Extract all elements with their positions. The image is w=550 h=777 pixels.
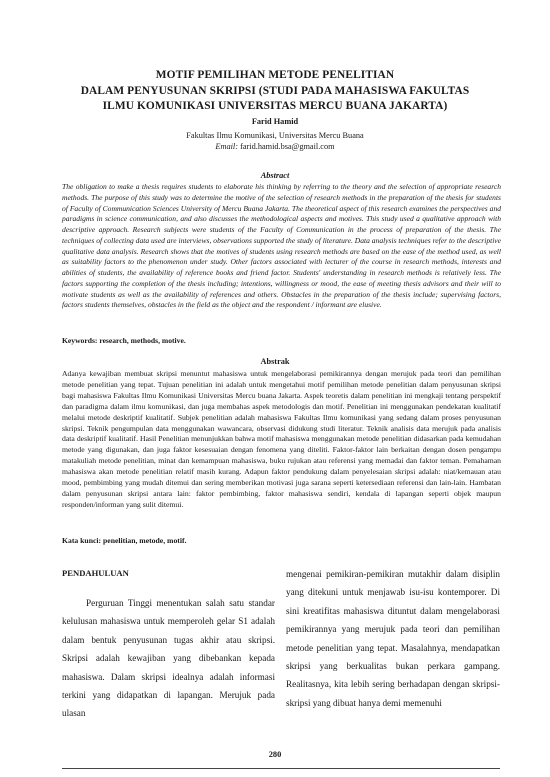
email-address: farid.hamid.bsa@gmail.com [240,142,335,151]
title-line-1: MOTIF PEMILIHAN METODE PENELITIAN [155,69,395,81]
email-label: Email: [215,142,238,151]
body-paragraph-right: mengenai pemikiran-pemikiran mutakhir dalam disiplin yang ditekuni untuk menjawab isu-isu kontemporer. Di sini kreatifitas mahasiswa dituntut dalam mengelaborasi pemikirannya yang merujuk pada teori dan pemilihan metode penelitian yang tepat. Masalahnya, mendapatkan skripsi yang berkualitas bukan perkara gampang. Realitasnya, kita lebih sering berhadapan dengan skripsi-skripsi yang dibuat hanya demi memenuhi [286,569,500,708]
title-line-3: ILMU KOMUNIKASI UNIVERSITAS MERCU BUANA JAKARTA) [102,100,448,112]
abstrak-text: Adanya kewajiban membuat skripsi menuntut mahasiswa untuk mengelaborasi pemikirannya dengan merujuk pada teori dan pemilihan metode penelitian yang tepat. Tujuan penelitian ini adalah untuk mengetahui motif pemilihan metode penelitian dalam penyusunan skripsi bagi mahasiswa Fakultas Ilmu Komunikasi Universitas Mercu buana Jakarta. Aspek teoretis dalam penelitian ini mengkaji tentang perspektif dan paradigma dalam ilmu komunikasi, dan juga membahas aspek metodologis dan motif. Penelitian ini menggunakan pendekatan kualitatif melalui metode deskriptif kualitatif. Subjek penelitian adalah mahasiswa Fakultas Ilmu komunikasi yang sedang dalam proses penyusunan skripsi. Teknik pengumpulan data menggunakan wawancara, observasi didukung studi literatur. Teknik analisis data merujuk pada analisis data deskriptif kualitatif. Hasil Penelitian menunjukkan bahwa motif mahasiswa menggunakan metode penelitian didasarkan pada kemudahan metode yang digunakan, dan juga faktor kesesuaian dengan fenomena yang diteliti. Faktor-faktor lain berkaitan dengan dosen pengampu matakuliah metode penelitian, minat dan kemampuan mahasiswa, buku rujukan atau referensi yang memadai dan faktor teman. Pemahaman mahasiswa akan metode penelitian relatif masih kurang. Adapun faktor pendukung dalam penyelesaian skripsi adalah: niat/kemauan atau mood, pembimbing yang mudah ditemui dan sering memberikan motivasi juga sarana seperti ketersediaan referensi dan lain-lain. Hambatan dalam penyusunan skripsi antara lain: faktor pembimbing, faktor mahasiswa sendiri, kendala di lapangan seperti objek maupun responden/informan yang sulit ditemui. [62,369,501,509]
paper-title [40,68,510,115]
author-name: Farid Hamid [251,117,299,126]
footer-rule [62,768,500,769]
body-right-column [286,565,500,712]
body-left-column [62,565,275,723]
section-heading-pendahuluan: PENDAHULUAN [62,568,129,578]
abstract-heading: Abstract [260,171,290,180]
page-number: 280 [268,750,282,759]
body-paragraph-left: Perguruan Tinggi menentukan salah satu standar kelulusan mahasiswa untuk memperoleh gelar S1 adalah dalam bentuk penyusunan tugas akhir atau skripsi. Skripsi adalah kewajiban yang dibebankan kepada mahasiswa. Dalam skripsi idealnya adalah informasi terkini yang didapatkan di lapangan. Merujuk pada ulasan [62,598,275,719]
title-line-2: DALAM PENYUSUNAN SKRIPSI (STUDI PADA MAHASISWA FAKULTAS [80,84,470,97]
abstract-text: The obligation to make a thesis requires students to elaborate his thinking by referring to the theory and the selection of appropriate research methods. The purpose of this study was to determine the motive of the selection of research methods in the preparation of the thesis for students of Faculty of Communication Sciences University of Mercu Buana Jakarta. The theoretical aspect of this research examines the perspectives and paradigms in science communication, and also discusses the methodological aspects and motives. This study used a qualitative approach with descriptive approach. Research subjects were students of the Faculty of Communication in the process of preparation of the thesis. The techniques of collecting data used are interviews, observations supported the study of literature. Data analysis techniques refer to the descriptive qualitative data analysis. Research shows that the motives of students using research methods are based on the ease of the method used, as well as suitability factors to the phenomenon under study. Other factors associated with lecturer of the course in research methods, interests and abilities of students, the availability of reference books and friend factor. Students' understanding in research methods is relatively less. The factors supporting the completion of the thesis including; intentions, willingness or mood, the ease of meeting thesis advisors and their will to motivate students as well as the availability of references and others. Obstacles in the preparation of the thesis include; supervising factors, factors students themselves, obstacles in the field as the object and the respondent / informant are elusive. [62,182,501,310]
abstrak-keywords: Kata kunci: penelitian, metode, motif. [62,536,187,545]
author-email-line [40,142,510,151]
abstract-keywords: Keywords: research, methods, motive. [62,336,186,345]
abstrak-heading: Abstrak [260,357,290,366]
author-affiliation: Fakultas Ilmu Komunikasi, Universitas Mercu Buana [186,131,364,140]
